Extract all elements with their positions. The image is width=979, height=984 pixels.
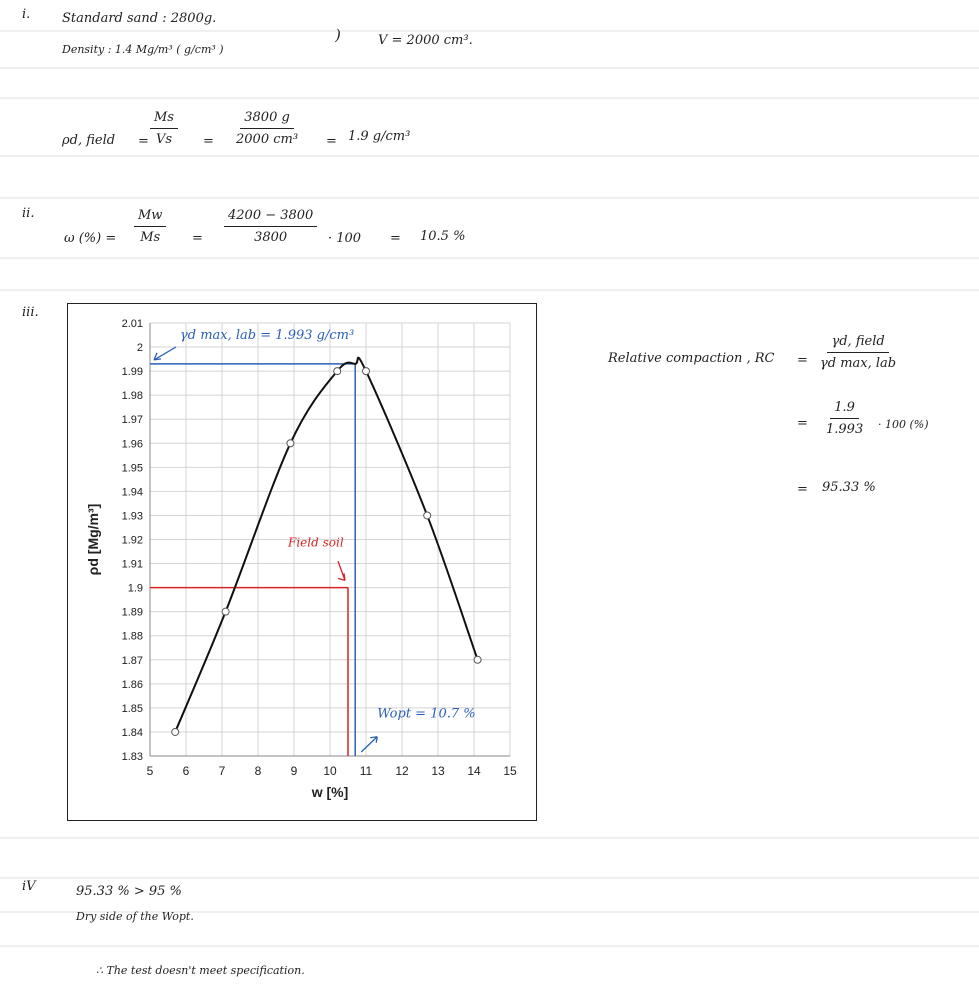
x-tick-label: 6 xyxy=(182,764,190,778)
water-mass-fraction xyxy=(224,208,317,245)
x-tick-label: 10 xyxy=(323,764,337,778)
y-tick-label: 1.97 xyxy=(121,414,143,427)
y-tick-label: 1.98 xyxy=(121,390,143,403)
fraction-numerator: 4200 − 3800 xyxy=(224,208,317,227)
fraction-denominator: Vs xyxy=(155,132,173,147)
fraction-numerator: Ms xyxy=(150,110,178,129)
compaction-chart-svg xyxy=(68,304,536,820)
equals-sign: = xyxy=(797,353,808,368)
comparison-text: 95.33 % > 95 % xyxy=(76,884,182,899)
y-tick-label: 1.89 xyxy=(121,606,143,619)
mw-over-ms-fraction xyxy=(134,208,166,245)
fraction-denominator: 2000 cm³ xyxy=(236,132,299,147)
data-point xyxy=(334,368,341,375)
y-tick-label: 1.99 xyxy=(121,366,143,379)
y-tick-label: 1.87 xyxy=(121,654,143,667)
volume-text: V = 2000 cm³. xyxy=(378,33,473,48)
x-tick-label: 9 xyxy=(290,764,298,778)
y-tick-label: 2 xyxy=(136,342,143,355)
equals-sign: = xyxy=(192,231,203,246)
y-tick-label: 1.9 xyxy=(127,582,143,595)
y-tick-label: 2.01 xyxy=(121,318,143,330)
standard-sand-text: Standard sand : 2800g. xyxy=(62,11,217,26)
dry-side-text: Dry side of the Wopt. xyxy=(76,910,194,923)
fraction-numerator: 3800 g xyxy=(240,110,294,129)
y-tick-label: 1.91 xyxy=(121,558,143,571)
part2-label: ii. xyxy=(22,206,35,221)
y-tick-label: 1.85 xyxy=(121,702,143,715)
data-point xyxy=(222,608,229,615)
y-tick-label: 1.83 xyxy=(121,751,143,763)
y-tick-label: 1.96 xyxy=(121,438,143,451)
times-100: · 100 xyxy=(328,231,362,246)
x-tick-label: 8 xyxy=(254,764,262,778)
part4-label: iV xyxy=(22,879,36,894)
part3-label: iii. xyxy=(22,305,39,320)
y-tick-label: 1.88 xyxy=(121,630,143,643)
x-tick-label: 5 xyxy=(146,764,154,778)
mass-over-volume-fraction xyxy=(232,110,302,147)
equals-sign: = xyxy=(797,482,808,497)
rc-value-fraction xyxy=(822,400,867,437)
y-tick-label: 1.93 xyxy=(121,510,143,523)
max-dry-density-annotation: γd max, lab = 1.993 g/cm³ xyxy=(180,328,355,343)
brace: ) xyxy=(335,26,341,44)
equals-sign: = xyxy=(390,231,401,246)
equals-sign: = xyxy=(138,134,149,149)
part1-label: i. xyxy=(22,7,31,22)
fraction-numerator: 1.9 xyxy=(830,400,859,419)
rc-definition-fraction xyxy=(816,334,900,371)
relative-compaction-label: Relative compaction , RC xyxy=(608,351,775,366)
x-tick-label: 15 xyxy=(503,764,517,778)
data-point xyxy=(424,512,431,519)
equals-sign: = xyxy=(203,134,214,149)
rho-field-result: 1.9 g/cm³ xyxy=(348,129,411,144)
field-soil-annotation: Field soil xyxy=(288,535,344,550)
rho-field-label: ρd, field xyxy=(62,133,116,148)
y-tick-label: 1.84 xyxy=(121,726,143,739)
water-content-label: ω (%) = xyxy=(64,231,117,246)
equals-sign: = xyxy=(326,134,337,149)
x-tick-label: 12 xyxy=(395,764,409,778)
times-100-percent: · 100 (%) xyxy=(878,418,929,431)
y-tick-label: 1.94 xyxy=(121,486,143,499)
x-axis-label: w [%] xyxy=(311,784,349,800)
y-tick-label: 1.95 xyxy=(121,462,143,475)
compaction-curve-chart xyxy=(67,303,537,821)
fraction-denominator: Ms xyxy=(140,230,161,245)
fraction-denominator: 1.993 xyxy=(826,422,864,437)
equals-sign: = xyxy=(797,416,808,431)
water-content-result: 10.5 % xyxy=(420,229,466,244)
x-tick-label: 11 xyxy=(359,764,373,778)
conclusion-text: ∴ The test doesn't meet specification. xyxy=(96,964,305,977)
ms-over-vs-fraction xyxy=(150,110,178,147)
x-tick-label: 14 xyxy=(467,764,481,778)
y-tick-label: 1.92 xyxy=(121,534,143,547)
data-point xyxy=(363,368,370,375)
opt-annotation-arrow xyxy=(361,737,377,752)
x-tick-label: 7 xyxy=(218,764,226,778)
data-point xyxy=(287,440,294,447)
data-point xyxy=(172,728,179,735)
fraction-numerator: Mw xyxy=(134,208,166,227)
density-text: Density : 1.4 Mg/m³ ( g/cm³ ) xyxy=(62,43,224,56)
optimum-water-content-annotation: Wopt = 10.7 % xyxy=(377,706,476,722)
fraction-numerator: γd, field xyxy=(827,334,888,353)
data-point xyxy=(474,656,481,663)
relative-compaction-result: 95.33 % xyxy=(822,480,876,495)
x-tick-label: 13 xyxy=(431,764,445,778)
fraction-denominator: γd max, lab xyxy=(820,356,897,371)
y-axis-label: ρd [Mg/m³] xyxy=(85,503,101,576)
fraction-denominator: 3800 xyxy=(254,230,288,245)
y-tick-label: 1.86 xyxy=(121,678,143,691)
